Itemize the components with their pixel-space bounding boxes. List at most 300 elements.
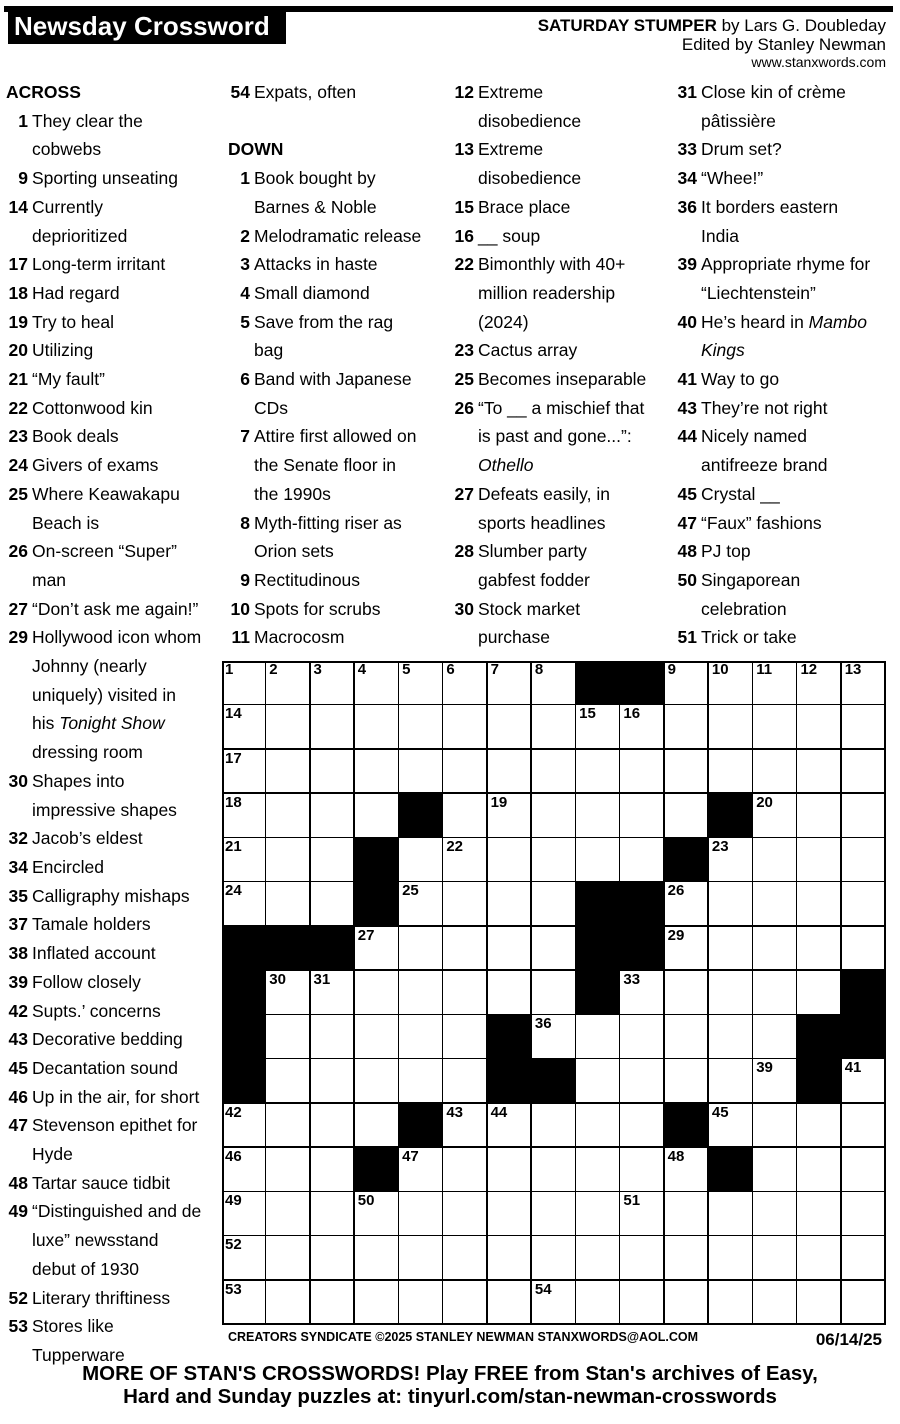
cell-number: 7 [490,661,499,678]
grid-cell[interactable] [355,1015,400,1060]
grid-cell[interactable] [311,1104,356,1149]
grid-cell[interactable] [709,1015,754,1060]
clue[interactable] [446,365,664,394]
grid-cell[interactable] [222,1104,267,1149]
clue[interactable] [222,422,440,508]
clue[interactable] [0,910,214,939]
grid-cell[interactable] [399,1236,444,1281]
grid-cell[interactable] [532,1148,577,1193]
grid-cell[interactable] [709,705,754,750]
clue[interactable] [0,853,214,882]
clue[interactable] [222,595,440,624]
clue-text: __ soup [478,225,541,246]
grid-cell[interactable] [311,1059,356,1104]
clue-heading: DOWN [228,139,284,160]
grid-cell[interactable] [443,927,488,972]
clue-text: “To __ a mischief that is past and gone...”: Othello [478,397,645,476]
grid-cell[interactable] [488,882,533,927]
grid-cell[interactable] [532,1281,577,1326]
grid-cell[interactable] [620,705,665,750]
clue[interactable] [0,250,214,279]
clue-text: Literary thriftiness [32,1287,171,1308]
grid-cell[interactable] [709,1236,754,1281]
grid-cell[interactable] [266,705,311,750]
grid-cell[interactable] [665,1192,710,1237]
grid-cell[interactable] [532,927,577,972]
grid-cell[interactable] [311,1148,356,1193]
grid-cell[interactable] [753,1192,798,1237]
grid-cell[interactable] [399,1281,444,1326]
grid-cell[interactable] [311,1281,356,1326]
grid-cell[interactable] [709,1281,754,1326]
cell-number: 6 [446,661,455,678]
grid-cell[interactable] [620,971,665,1016]
grid-cell[interactable] [355,971,400,1016]
clue[interactable] [222,308,440,365]
grid-cell[interactable] [311,750,356,795]
grid-cell[interactable] [842,927,887,972]
crossword-grid[interactable] [222,661,886,1325]
grid-cell[interactable] [222,750,267,795]
grid-cell[interactable] [222,705,267,750]
grid-cell[interactable] [665,1281,710,1326]
clue[interactable] [446,394,664,480]
clue[interactable] [0,1111,214,1168]
grid-cell[interactable] [266,1236,311,1281]
clue[interactable] [222,566,440,595]
grid-cell[interactable] [709,1104,754,1149]
clue[interactable] [446,193,664,222]
grid-cell[interactable] [355,1192,400,1237]
grid-cell[interactable] [842,1059,887,1104]
clue[interactable] [669,480,887,509]
grid-cell[interactable] [576,1015,621,1060]
grid-cell[interactable] [797,1281,842,1326]
clue-number: 1 [240,168,250,189]
clue[interactable] [446,78,664,135]
clue[interactable] [0,193,214,250]
grid-cell[interactable] [665,1015,710,1060]
grid-cell[interactable] [355,750,400,795]
grid-cell[interactable] [443,750,488,795]
grid-cell[interactable] [576,1148,621,1193]
grid-cell[interactable] [266,661,311,706]
grid-cell[interactable] [620,1015,665,1060]
grid-cell[interactable] [842,1104,887,1149]
grid-cell[interactable] [753,1281,798,1326]
grid-cell[interactable] [355,1104,400,1149]
grid-cell[interactable] [797,661,842,706]
grid-cell[interactable] [797,1192,842,1237]
clue[interactable] [0,336,214,365]
grid-cell[interactable] [311,705,356,750]
grid-cell[interactable] [399,1192,444,1237]
grid-cell[interactable] [488,1281,533,1326]
grid-cell[interactable] [222,661,267,706]
clue-number: 53 [8,1316,28,1337]
grid-black-square [797,1015,842,1060]
grid-cell[interactable] [709,838,754,883]
grid-cell[interactable] [709,661,754,706]
grid-cell[interactable] [222,1281,267,1326]
grid-cell[interactable] [709,1059,754,1104]
clue[interactable] [222,365,440,422]
grid-cell[interactable] [355,1281,400,1326]
grid-cell[interactable] [532,882,577,927]
cell-number: 19 [490,793,508,811]
clue[interactable] [669,537,887,566]
grid-cell[interactable] [399,838,444,883]
grid-cell[interactable] [443,705,488,750]
grid-cell[interactable] [532,1015,577,1060]
clue[interactable] [669,78,887,135]
clue[interactable] [0,365,214,394]
grid-cell[interactable] [443,1281,488,1326]
clue[interactable] [669,308,887,365]
grid-black-square [620,927,665,972]
grid-cell[interactable] [842,1281,887,1326]
grid-cell[interactable] [443,1015,488,1060]
grid-cell[interactable] [222,882,267,927]
clue[interactable] [446,336,664,365]
grid-cell[interactable] [311,661,356,706]
clue[interactable] [0,1169,214,1198]
grid-black-square [620,882,665,927]
grid-cell[interactable] [842,661,887,706]
grid-cell[interactable] [266,1015,311,1060]
grid-cell[interactable] [311,794,356,839]
grid-cell[interactable] [753,661,798,706]
grid-cell[interactable] [311,1015,356,1060]
grid-cell[interactable] [266,1148,311,1193]
grid-cell[interactable] [576,1059,621,1104]
clue[interactable] [0,968,214,997]
clue[interactable] [669,509,887,538]
grid-cell[interactable] [576,1236,621,1281]
grid-cell[interactable] [797,705,842,750]
grid-cell[interactable] [266,1059,311,1104]
clue-text: Book bought by Barnes & Noble [254,168,377,217]
grid-cell[interactable] [532,1236,577,1281]
clue-text: Singaporean celebration [701,569,801,619]
grid-cell[interactable] [842,705,887,750]
clue[interactable] [0,1197,214,1283]
clue-text: Slumber party gabfest fodder [478,541,590,590]
grid-cell[interactable] [665,661,710,706]
grid-cell[interactable] [488,1148,533,1193]
grid-cell[interactable] [266,971,311,1016]
grid-cell[interactable] [665,750,710,795]
grid-cell[interactable] [311,1236,356,1281]
grid-cell[interactable] [532,1192,577,1237]
clue-number: 11 [231,627,250,648]
grid-cell[interactable] [443,661,488,706]
grid-cell[interactable] [488,794,533,839]
clue[interactable] [446,135,664,192]
clue-text: Tamale holders [32,914,151,935]
grid-cell[interactable] [709,971,754,1016]
grid-cell[interactable] [753,705,798,750]
cell-number: 26 [667,882,685,900]
grid-cell[interactable] [222,794,267,839]
grid-cell[interactable] [222,1236,267,1281]
grid-cell[interactable] [842,1148,887,1193]
clue[interactable] [0,1284,214,1313]
grid-cell[interactable] [532,1104,577,1149]
grid-cell[interactable] [709,927,754,972]
grid-cell[interactable] [665,794,710,839]
clue[interactable] [222,279,440,308]
clue[interactable] [669,422,887,479]
clue[interactable] [222,623,440,652]
grid-cell[interactable] [576,750,621,795]
grid-cell[interactable] [620,1059,665,1104]
clue-number: 5 [240,311,250,332]
grid-cell[interactable] [355,705,400,750]
grid-cell[interactable] [488,1236,533,1281]
clue[interactable] [0,394,214,423]
grid-cell[interactable] [266,838,311,883]
grid-cell[interactable] [753,1059,798,1104]
grid-cell[interactable] [443,971,488,1016]
grid-cell[interactable] [842,882,887,927]
grid-cell[interactable] [797,794,842,839]
clue[interactable] [669,135,887,164]
grid-cell[interactable] [355,1059,400,1104]
grid-cell[interactable] [753,1104,798,1149]
grid-cell[interactable] [797,882,842,927]
grid-black-square [488,1015,533,1060]
grid-cell[interactable] [576,705,621,750]
grid-cell[interactable] [443,838,488,883]
clue-number: 6 [240,369,250,390]
grid-cell[interactable] [797,971,842,1016]
grid-cell[interactable] [443,1236,488,1281]
grid-cell[interactable] [842,1236,887,1281]
grid-cell[interactable] [532,971,577,1016]
grid-cell[interactable] [576,838,621,883]
clue[interactable] [669,193,887,250]
grid-cell[interactable] [532,794,577,839]
grid-black-square [665,1104,710,1149]
clue[interactable] [669,164,887,193]
grid-cell[interactable] [620,1281,665,1326]
grid-cell[interactable] [311,1192,356,1237]
clue[interactable] [0,422,214,451]
grid-cell[interactable] [620,1192,665,1237]
grid-cell[interactable] [620,750,665,795]
clue[interactable] [669,250,887,307]
grid-cell[interactable] [665,1236,710,1281]
grid-cell[interactable] [488,1192,533,1237]
grid-cell[interactable] [443,882,488,927]
grid-cell[interactable] [753,1148,798,1193]
grid-cell[interactable] [488,838,533,883]
grid-cell[interactable] [488,750,533,795]
clue-number: 9 [18,168,28,189]
grid-cell[interactable] [355,1236,400,1281]
clue-text: It borders eastern India [701,196,839,246]
clue[interactable] [0,767,214,824]
clue[interactable] [0,1025,214,1054]
grid-cell[interactable] [532,661,577,706]
grid-cell[interactable] [709,1192,754,1237]
clue[interactable] [222,164,440,221]
grid-cell[interactable] [311,882,356,927]
grid-cell[interactable] [399,882,444,927]
clue[interactable] [446,537,664,594]
clue[interactable] [669,365,887,394]
clue[interactable] [0,939,214,968]
clue[interactable] [669,394,887,423]
grid-cell[interactable] [709,750,754,795]
grid-cell[interactable] [399,1015,444,1060]
clue-text: Melodramatic release [254,225,422,246]
clue-text: On-screen “Super” man [32,541,177,590]
clue[interactable] [446,595,664,652]
clue[interactable] [222,78,440,107]
grid-cell[interactable] [488,661,533,706]
grid-cell[interactable] [532,750,577,795]
grid-cell[interactable] [222,1148,267,1193]
grid-cell[interactable] [665,927,710,972]
clue-number: 8 [240,512,250,533]
grid-cell[interactable] [399,971,444,1016]
grid-cell[interactable] [753,971,798,1016]
grid-cell[interactable] [443,1104,488,1149]
grid-cell[interactable] [753,1236,798,1281]
grid-cell[interactable] [355,927,400,972]
grid-cell[interactable] [488,1104,533,1149]
grid-cell[interactable] [842,750,887,795]
grid-cell[interactable] [753,750,798,795]
clue[interactable] [222,509,440,566]
clue[interactable] [0,308,214,337]
grid-cell[interactable] [576,1192,621,1237]
grid-cell[interactable] [399,1059,444,1104]
cell-number: 12 [800,661,818,678]
clue[interactable] [0,107,214,164]
clue[interactable] [222,222,440,251]
grid-cell[interactable] [532,705,577,750]
grid-cell[interactable] [266,882,311,927]
clue[interactable] [0,824,214,853]
grid-cell[interactable] [222,1192,267,1237]
grid-cell[interactable] [620,1104,665,1149]
grid-cell[interactable] [797,1104,842,1149]
clue[interactable] [0,595,214,624]
grid-cell[interactable] [443,1192,488,1237]
grid-cell[interactable] [753,1015,798,1060]
grid-cell[interactable] [665,971,710,1016]
clue[interactable] [222,250,440,279]
grid-cell[interactable] [753,794,798,839]
grid-cell[interactable] [443,794,488,839]
clue[interactable] [0,164,214,193]
grid-cell[interactable] [488,927,533,972]
clue-text: Where Keawakapu Beach is [32,483,180,533]
clue[interactable] [0,882,214,911]
clue[interactable] [0,1083,214,1112]
grid-cell[interactable] [576,1104,621,1149]
grid-cell[interactable] [266,750,311,795]
grid-cell[interactable] [266,1104,311,1149]
clue[interactable] [0,451,214,480]
grid-cell[interactable] [443,1148,488,1193]
grid-cell[interactable] [399,661,444,706]
grid-cell[interactable] [797,1236,842,1281]
cell-number: 24 [225,882,242,900]
clue[interactable] [0,480,214,537]
grid-cell[interactable] [399,750,444,795]
grid-cell[interactable] [620,1148,665,1193]
grid-cell[interactable] [842,838,887,883]
grid-cell[interactable] [266,1281,311,1326]
clue[interactable] [0,997,214,1026]
grid-cell[interactable] [399,1148,444,1193]
grid-cell[interactable] [443,1059,488,1104]
grid-cell[interactable] [665,705,710,750]
grid-cell[interactable] [665,882,710,927]
grid-cell[interactable] [797,750,842,795]
grid-cell[interactable] [753,838,798,883]
grid-cell[interactable] [399,927,444,972]
clue-number: 10 [230,598,250,619]
grid-cell[interactable] [797,1148,842,1193]
clue[interactable] [446,480,664,537]
clue-column-1 [0,78,214,1370]
clue[interactable] [0,1054,214,1083]
grid-cell[interactable] [311,971,356,1016]
clue-text: Cottonwood kin [32,397,153,418]
grid-cell[interactable] [266,794,311,839]
grid-cell[interactable] [266,1192,311,1237]
grid-cell[interactable] [797,838,842,883]
grid-cell[interactable] [620,794,665,839]
grid-cell[interactable] [620,838,665,883]
grid-cell[interactable] [311,838,356,883]
clue[interactable] [446,222,664,251]
clue[interactable] [669,566,887,623]
clue[interactable] [0,623,214,767]
grid-cell[interactable] [355,661,400,706]
clue[interactable] [0,537,214,594]
grid-cell[interactable] [620,1236,665,1281]
grid-cell[interactable] [576,1281,621,1326]
clue-number: 12 [454,82,474,102]
grid-cell[interactable] [753,927,798,972]
grid-cell[interactable] [709,882,754,927]
grid-cell[interactable] [753,882,798,927]
cell-number: 43 [446,1103,464,1121]
grid-cell[interactable] [576,794,621,839]
grid-cell[interactable] [842,794,887,839]
grid-cell[interactable] [665,1059,710,1104]
grid-cell[interactable] [222,838,267,883]
grid-cell[interactable] [797,927,842,972]
clue[interactable] [446,250,664,336]
grid-cell[interactable] [488,971,533,1016]
grid-cell[interactable] [842,1192,887,1237]
clue[interactable] [669,623,887,652]
grid-cell[interactable] [399,705,444,750]
grid-cell[interactable] [532,838,577,883]
clue[interactable] [0,279,214,308]
grid-cell[interactable] [355,794,400,839]
grid-cell[interactable] [665,1148,710,1193]
clue-number: 48 [8,1172,28,1193]
grid-cell[interactable] [488,705,533,750]
